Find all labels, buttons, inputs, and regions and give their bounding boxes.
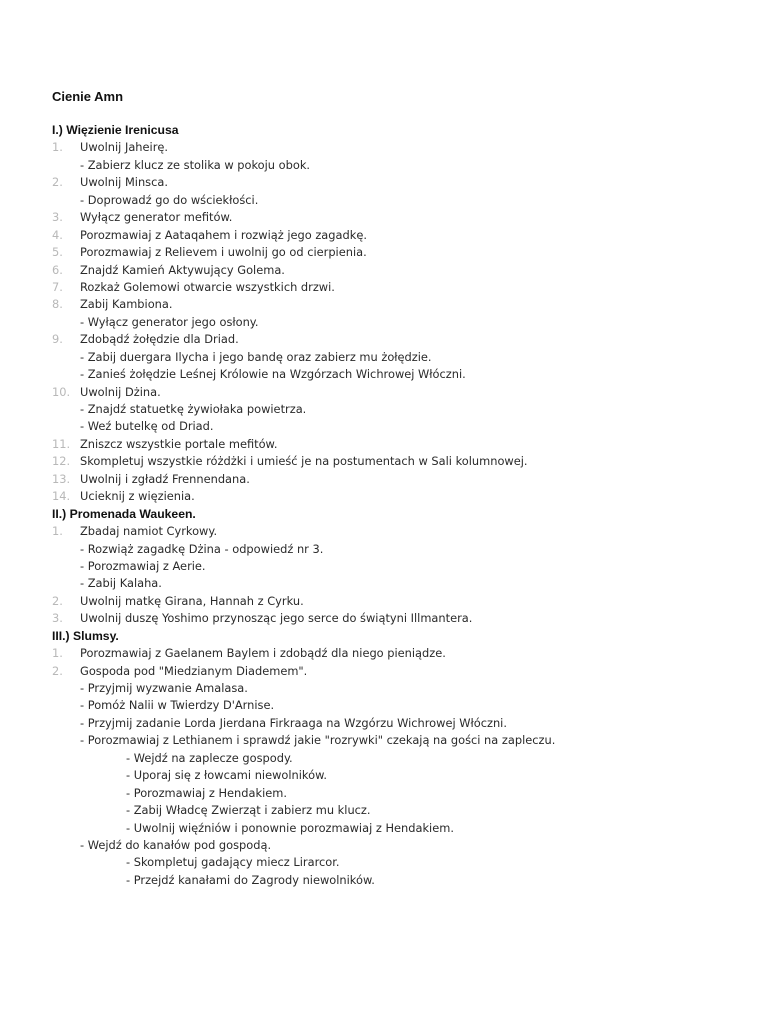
list-item — [0, 331, 768, 348]
subitem-text: - Zabierz klucz ze stolika w pokoju obok. — [80, 157, 311, 172]
subitem-text: - Przejdź kanałami do Zagrody niewolników. — [126, 872, 375, 887]
section-heading-row — [0, 628, 768, 645]
item-number: 4. — [52, 227, 63, 242]
list-item — [0, 436, 768, 453]
subitem-text: - Wejdź na zaplecze gospody. — [126, 750, 293, 765]
item-number: 1. — [52, 646, 63, 661]
subitem-text: - Wejdź do kanałów pod gospodą. — [80, 837, 272, 852]
item-number: 10. — [52, 384, 71, 399]
list-item — [0, 523, 768, 540]
subitem — [0, 680, 768, 697]
nested-subitem — [0, 802, 768, 819]
list-item — [0, 488, 768, 505]
subitem — [0, 192, 768, 209]
item-text: Wyłącz generator mefitów. — [80, 210, 233, 225]
nested-subitem — [0, 750, 768, 767]
subitem-text: - Wyłącz generator jego osłony. — [80, 314, 259, 329]
subitem-text: - Weź butelkę od Driad. — [80, 419, 214, 434]
item-text: Zabij Kambiona. — [80, 297, 173, 312]
item-text: Zniszcz wszystkie portale mefitów. — [80, 436, 278, 451]
item-number: 3. — [52, 611, 63, 626]
item-number: 12. — [52, 454, 71, 469]
item-number: 14. — [52, 489, 71, 504]
list-item — [0, 296, 768, 313]
item-text: Uwolnij i zgładź Frennendana. — [80, 471, 250, 486]
item-text: Rozkaż Golemowi otwarcie wszystkich drzwi. — [80, 279, 335, 294]
item-text: Uwolnij matkę Girana, Hannah z Cyrku. — [80, 593, 304, 608]
subitem — [0, 697, 768, 714]
item-text: Skompletuj wszystkie różdżki i umieść je na postumentach w Sali kolumnowej. — [80, 454, 528, 469]
document-title: Cienie Amn — [52, 89, 124, 104]
section-heading: III.) Slumsy. — [52, 628, 119, 643]
walkthrough-list — [0, 122, 768, 889]
item-text: Zbadaj namiot Cyrkowy. — [80, 524, 218, 539]
item-number: 3. — [52, 210, 63, 225]
subitem-text: - Zabij Kalaha. — [80, 576, 162, 591]
subitem — [0, 541, 768, 558]
nested-subitem — [0, 785, 768, 802]
section-heading: II.) Promenada Waukeen. — [52, 506, 196, 521]
list-item — [0, 262, 768, 279]
nested-subitem — [0, 767, 768, 784]
nested-subitem — [0, 854, 768, 871]
list-item — [0, 279, 768, 296]
item-number: 2. — [52, 175, 63, 190]
list-item — [0, 593, 768, 610]
subitem — [0, 401, 768, 418]
item-text: Znajdź Kamień Aktywujący Golema. — [80, 262, 285, 277]
item-number: 2. — [52, 593, 63, 608]
list-item — [0, 453, 768, 470]
subitem-text: - Skompletuj gadający miecz Lirarcor. — [126, 855, 340, 870]
list-item — [0, 139, 768, 156]
item-number: 9. — [52, 332, 63, 347]
subitem — [0, 157, 768, 174]
subitem-text: - Doprowadź go do wściekłości. — [80, 192, 259, 207]
subitem — [0, 418, 768, 435]
subitem-text: - Rozwiąż zagadkę Dżina - odpowiedź nr 3. — [80, 541, 324, 556]
subitem — [0, 837, 768, 854]
section-heading-row — [0, 506, 768, 523]
item-text: Ucieknij z więzienia. — [80, 489, 195, 504]
list-item — [0, 471, 768, 488]
subitem — [0, 715, 768, 732]
item-number: 11. — [52, 436, 71, 451]
subitem — [0, 314, 768, 331]
subitem — [0, 366, 768, 383]
subitem-text: - Porozmawiaj z Aerie. — [80, 558, 206, 573]
subitem — [0, 349, 768, 366]
item-number: 1. — [52, 140, 63, 155]
subitem-text: - Zanieś żołędzie Leśnej Królowie na Wzgórzach Wichrowej Włóczni. — [80, 367, 466, 382]
subitem — [0, 558, 768, 575]
subitem-text: - Porozmawiaj z Hendakiem. — [126, 785, 287, 800]
item-text: Porozmawiaj z Aataqahem i rozwiąż jego zagadkę. — [80, 227, 367, 242]
list-item — [0, 209, 768, 226]
item-text: Uwolnij duszę Yoshimo przynosząc jego serce do świątyni Illmantera. — [80, 611, 473, 626]
item-text: Uwolnij Jaheirę. — [80, 140, 168, 155]
subitem-text: - Przyjmij zadanie Lorda Jierdana Firkraaga na Wzgórzu Wichrowej Włóczni. — [80, 715, 507, 730]
item-text: Gospoda pod "Miedzianym Diademem". — [80, 663, 308, 678]
item-number: 2. — [52, 663, 63, 678]
list-item — [0, 663, 768, 680]
item-number: 5. — [52, 245, 63, 260]
subitem-text: - Uporaj się z łowcami niewolników. — [126, 768, 327, 783]
list-item — [0, 384, 768, 401]
item-number: 1. — [52, 524, 63, 539]
list-item — [0, 244, 768, 261]
subitem — [0, 732, 768, 749]
section-heading: I.) Więzienie Irenicusa — [52, 123, 179, 137]
subitem-text: - Zabij duergara Ilycha i jego bandę oraz zabierz mu żołędzie. — [80, 349, 432, 364]
item-number: 6. — [52, 262, 63, 277]
list-item — [0, 645, 768, 662]
subitem-text: - Pomóż Nalii w Twierdzy D'Arnise. — [80, 698, 275, 713]
subitem-text: - Zabij Władcę Zwierząt i zabierz mu klucz. — [126, 803, 371, 818]
list-item — [0, 174, 768, 191]
subitem-text: - Porozmawiaj z Lethianem i sprawdź jakie "rozrywki" czekają na gości na zapleczu. — [80, 733, 556, 748]
item-text: Uwolnij Minsca. — [80, 175, 168, 190]
item-text: Uwolnij Dżina. — [80, 384, 161, 399]
item-number: 7. — [52, 279, 63, 294]
subitem-text: - Uwolnij więźniów i ponownie porozmawiaj z Hendakiem. — [126, 820, 454, 835]
item-number: 8. — [52, 297, 63, 312]
section-heading-row — [0, 122, 768, 139]
item-text: Porozmawiaj z Gaelanem Baylem i zdobądź dla niego pieniądze. — [80, 646, 446, 661]
list-item — [0, 227, 768, 244]
subitem-text: - Znajdź statuetkę żywiołaka powietrza. — [80, 402, 307, 416]
nested-subitem — [0, 872, 768, 889]
subitem-text: - Przyjmij wyzwanie Amalasa. — [80, 681, 248, 695]
item-text: Porozmawiaj z Relievem i uwolnij go od cierpienia. — [80, 245, 367, 260]
item-text: Zdobądź żołędzie dla Driad. — [80, 332, 239, 347]
item-number: 13. — [52, 471, 71, 486]
nested-subitem — [0, 820, 768, 837]
list-item — [0, 610, 768, 627]
subitem — [0, 575, 768, 592]
